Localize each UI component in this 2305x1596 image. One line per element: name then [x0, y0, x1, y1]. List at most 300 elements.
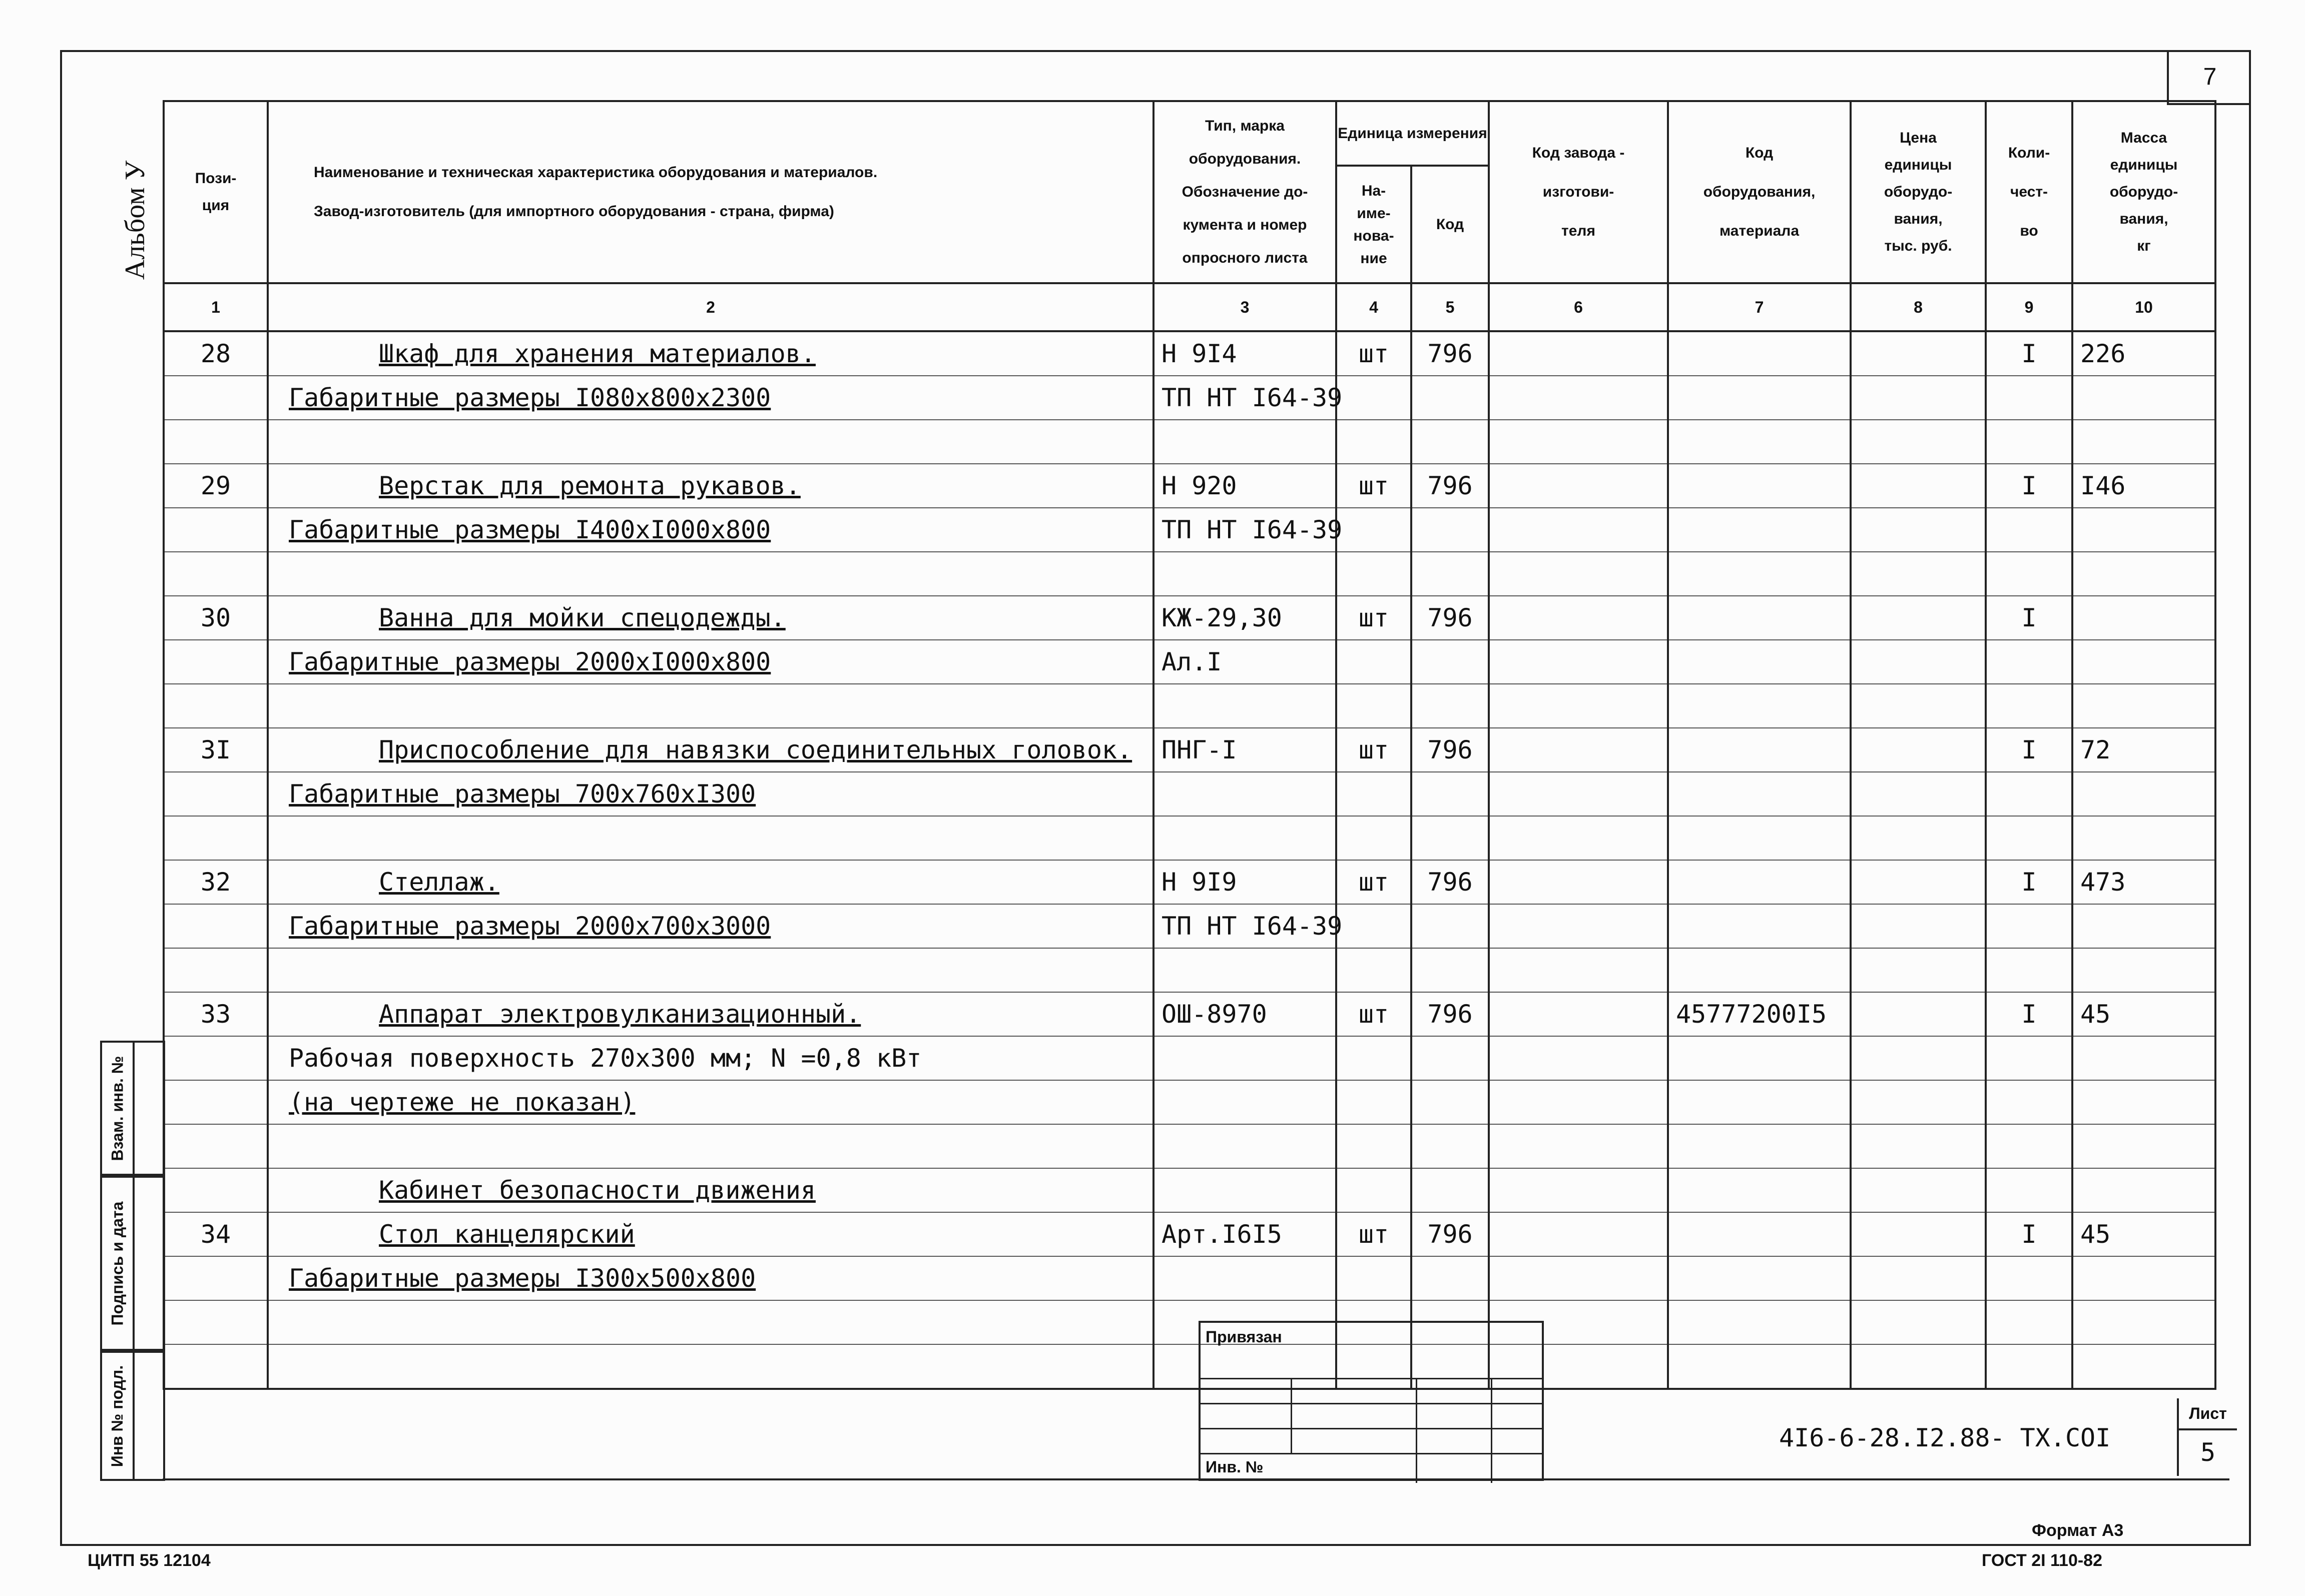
cell-mass	[2072, 948, 2215, 992]
cell-mass	[2072, 420, 2215, 464]
cell-factory-code	[1489, 684, 1668, 728]
header-line: теля	[1561, 223, 1595, 239]
cell-mass	[2072, 816, 2215, 860]
cell-position: 33	[164, 992, 268, 1036]
cell-mass	[2072, 1080, 2215, 1124]
cell-equipment-code	[1668, 331, 1851, 376]
cell-unit-name: шт	[1336, 331, 1411, 376]
cell-type: Н 9I4	[1154, 331, 1336, 376]
cell-mass: 45	[2072, 992, 2215, 1036]
column-number: 10	[2072, 283, 2215, 331]
cell-name: Аппарат электровулканизационный.	[268, 992, 1154, 1036]
stamp-linked-label: Привязан	[1206, 1328, 1282, 1346]
cell-price	[1851, 684, 1986, 728]
cell-equipment-code	[1668, 376, 1851, 420]
cell-factory-code	[1489, 420, 1668, 464]
stamp-inventory-label: Инв. №	[1206, 1458, 1264, 1476]
header-line: оборудо-	[2109, 184, 2178, 200]
cell-price	[1851, 508, 1986, 552]
table-row	[164, 860, 2215, 904]
cell-price	[1851, 904, 1986, 948]
table-row	[164, 420, 2215, 464]
cell-price	[1851, 1256, 1986, 1300]
table-row	[164, 1300, 2215, 1344]
cell-price	[1851, 1212, 1986, 1256]
cell-price	[1851, 552, 1986, 596]
cell-mass: 72	[2072, 728, 2215, 772]
cell-unit-code	[1411, 1256, 1489, 1300]
cell-name: Рабочая поверхность 270х300 мм; N =0,8 кВт	[268, 1036, 1154, 1080]
cell-mass: 226	[2072, 331, 2215, 376]
cell-unit-name	[1336, 552, 1411, 596]
header-line: кумента и номер	[1183, 217, 1307, 233]
header-line: ние	[1360, 250, 1387, 267]
sheet-box	[2177, 1398, 2237, 1476]
cell-position	[164, 948, 268, 992]
header-line: кг	[2137, 238, 2151, 254]
cell-unit-code: 796	[1411, 728, 1489, 772]
cell-unit-name	[1336, 1036, 1411, 1080]
cell-mass	[2072, 904, 2215, 948]
cell-unit-name	[1336, 420, 1411, 464]
cell-factory-code	[1489, 1168, 1668, 1212]
header-type	[1154, 101, 1336, 283]
cell-unit-name	[1336, 772, 1411, 816]
cell-mass	[2072, 640, 2215, 684]
cell-type: ТП НТ I64-39	[1154, 508, 1336, 552]
cell-price	[1851, 816, 1986, 860]
cell-position	[164, 376, 268, 420]
cell-unit-name: шт	[1336, 596, 1411, 640]
cell-position	[164, 1124, 268, 1168]
cell-type	[1154, 1036, 1336, 1080]
cell-unit-name	[1336, 1080, 1411, 1124]
cell-price	[1851, 464, 1986, 508]
cell-quantity: I	[1986, 860, 2072, 904]
table-row	[164, 772, 2215, 816]
cell-unit-code	[1411, 684, 1489, 728]
cell-mass	[2072, 1036, 2215, 1080]
cell-equipment-code	[1668, 860, 1851, 904]
cell-equipment-code	[1668, 508, 1851, 552]
cell-price	[1851, 992, 1986, 1036]
cell-factory-code	[1489, 860, 1668, 904]
table-row	[164, 1124, 2215, 1168]
cell-equipment-code	[1668, 816, 1851, 860]
cell-factory-code	[1489, 1036, 1668, 1080]
cell-quantity	[1986, 1168, 2072, 1212]
cell-unit-code	[1411, 1036, 1489, 1080]
header-position	[164, 101, 268, 283]
cell-unit-code	[1411, 904, 1489, 948]
cell-unit-code	[1411, 1168, 1489, 1212]
cell-type: КЖ-29,30	[1154, 596, 1336, 640]
cell-position: 30	[164, 596, 268, 640]
cell-type	[1154, 552, 1336, 596]
cell-factory-code	[1489, 464, 1668, 508]
column-number-row	[164, 283, 2215, 331]
table-row	[164, 464, 2215, 508]
cell-price	[1851, 1124, 1986, 1168]
cell-unit-code: 796	[1411, 992, 1489, 1036]
cell-name: Габаритные размеры 2000х700х3000	[268, 904, 1154, 948]
header-line: оборудования,	[1703, 184, 1816, 200]
cell-name	[268, 684, 1154, 728]
cell-type	[1154, 1124, 1336, 1168]
cell-equipment-code	[1668, 1168, 1851, 1212]
cell-unit-name	[1336, 376, 1411, 420]
cell-position	[164, 772, 268, 816]
cell-position	[164, 904, 268, 948]
table-row	[164, 376, 2215, 420]
header-unit: Единица измерения	[1336, 101, 1489, 166]
cell-factory-code	[1489, 948, 1668, 992]
cell-mass	[2072, 376, 2215, 420]
cell-unit-code: 796	[1411, 596, 1489, 640]
cell-type	[1154, 772, 1336, 816]
cell-unit-code	[1411, 1124, 1489, 1168]
header-line: единицы	[2110, 157, 2178, 173]
header-line: тыс. руб.	[1884, 238, 1952, 254]
cell-mass	[2072, 596, 2215, 640]
cell-equipment-code	[1668, 1036, 1851, 1080]
cell-position: 28	[164, 331, 268, 376]
header-mass	[2072, 101, 2215, 283]
header-line: име-	[1357, 205, 1391, 222]
column-number: 3	[1154, 283, 1336, 331]
cell-name	[268, 552, 1154, 596]
cell-quantity	[1986, 640, 2072, 684]
column-number: 8	[1851, 283, 1986, 331]
cell-unit-name	[1336, 684, 1411, 728]
cell-name: Габаритные размеры I400хI000х800	[268, 508, 1154, 552]
cell-equipment-code	[1668, 684, 1851, 728]
table-row	[164, 552, 2215, 596]
cell-quantity: I	[1986, 331, 2072, 376]
cell-position	[164, 1344, 268, 1389]
cell-factory-code	[1489, 640, 1668, 684]
cell-equipment-code	[1668, 1080, 1851, 1124]
cell-mass	[2072, 1300, 2215, 1344]
table-row	[164, 1080, 2215, 1124]
cell-position	[164, 1168, 268, 1212]
cell-unit-name	[1336, 1124, 1411, 1168]
cell-name: Габаритные размеры 700х760хI300	[268, 772, 1154, 816]
cell-equipment-code	[1668, 1300, 1851, 1344]
cell-quantity	[1986, 1124, 2072, 1168]
cell-equipment-code	[1668, 552, 1851, 596]
sheet-number: 5	[2200, 1437, 2216, 1467]
cell-name	[268, 1300, 1154, 1344]
header-line: На-	[1361, 182, 1386, 199]
table-row	[164, 640, 2215, 684]
header-line: Коли-	[2008, 145, 2050, 161]
cell-price	[1851, 1036, 1986, 1080]
header-line: вания,	[2119, 211, 2168, 227]
cell-type: ОШ-8970	[1154, 992, 1336, 1036]
cell-factory-code	[1489, 904, 1668, 948]
cell-position	[164, 1300, 268, 1344]
table-body	[164, 331, 2215, 1389]
cell-name: Шкаф для хранения материалов.	[268, 331, 1154, 376]
table-row	[164, 816, 2215, 860]
header-price	[1851, 101, 1986, 283]
cell-mass	[2072, 772, 2215, 816]
cell-unit-name: шт	[1336, 1212, 1411, 1256]
cell-equipment-code	[1668, 948, 1851, 992]
cell-quantity: I	[1986, 992, 2072, 1036]
cell-quantity	[1986, 772, 2072, 816]
cell-equipment-code	[1668, 420, 1851, 464]
header-line: Код	[1745, 145, 1774, 161]
header-line: единицы	[1884, 157, 1952, 173]
cell-name: Приспособление для навязки соединительных головок.	[268, 728, 1154, 772]
table-header	[164, 101, 2215, 331]
cell-name: (на чертеже не показан)	[268, 1080, 1154, 1124]
corner-sheet-number: 7	[2167, 50, 2251, 105]
cell-quantity: I	[1986, 728, 2072, 772]
header-equipment-code	[1668, 101, 1851, 283]
header-line: Цена	[1900, 130, 1937, 146]
cell-unit-code	[1411, 948, 1489, 992]
cell-unit-name: шт	[1336, 992, 1411, 1036]
cell-quantity	[1986, 684, 2072, 728]
table-row	[164, 1036, 2215, 1080]
cell-position: 3I	[164, 728, 268, 772]
table-row	[164, 1256, 2215, 1300]
header-line: Масса	[2120, 130, 2167, 146]
cell-name: Верстак для ремонта рукавов.	[268, 464, 1154, 508]
header-line: Завод-изготовитель (для импортного оборудования - страна, фирма)	[314, 203, 834, 220]
cell-unit-name	[1336, 816, 1411, 860]
cell-equipment-code	[1668, 464, 1851, 508]
column-number: 7	[1668, 283, 1851, 331]
cell-factory-code	[1489, 596, 1668, 640]
cell-equipment-code	[1668, 1124, 1851, 1168]
cell-unit-name	[1336, 640, 1411, 684]
cell-price	[1851, 1080, 1986, 1124]
cell-factory-code	[1489, 1212, 1668, 1256]
cell-position: 32	[164, 860, 268, 904]
cell-unit-name: шт	[1336, 728, 1411, 772]
header-line: изготови-	[1542, 184, 1614, 200]
cell-name	[268, 1344, 1154, 1389]
cell-factory-code	[1489, 552, 1668, 596]
cell-name: Габаритные размеры 2000хI000х800	[268, 640, 1154, 684]
header-line: вания,	[1894, 211, 1943, 227]
cell-type: Н 9I9	[1154, 860, 1336, 904]
cell-quantity: I	[1986, 464, 2072, 508]
cell-quantity	[1986, 376, 2072, 420]
cell-mass	[2072, 1124, 2215, 1168]
cell-name: Стеллаж.	[268, 860, 1154, 904]
cell-mass: 473	[2072, 860, 2215, 904]
cell-quantity	[1986, 1256, 2072, 1300]
cell-price	[1851, 728, 1986, 772]
cell-unit-name	[1336, 904, 1411, 948]
cell-unit-code: 796	[1411, 1212, 1489, 1256]
cell-quantity	[1986, 552, 2072, 596]
cell-unit-code	[1411, 376, 1489, 420]
cell-position	[164, 816, 268, 860]
side-stamp-inventory: Инв № подл.	[100, 1351, 165, 1481]
table-row	[164, 728, 2215, 772]
column-number: 2	[268, 283, 1154, 331]
header-line: чест-	[2010, 184, 2048, 200]
table-row	[164, 331, 2215, 376]
cell-position	[164, 640, 268, 684]
cell-factory-code	[1489, 772, 1668, 816]
cell-price	[1851, 948, 1986, 992]
header-line: опросного листа	[1182, 250, 1308, 266]
cell-name: Кабинет безопасности движения	[268, 1168, 1154, 1212]
specification-table	[163, 100, 2216, 1390]
cell-type	[1154, 1080, 1336, 1124]
cell-mass	[2072, 684, 2215, 728]
cell-type	[1154, 1168, 1336, 1212]
cell-unit-code	[1411, 508, 1489, 552]
header-quantity	[1986, 101, 2072, 283]
cell-type: Н 920	[1154, 464, 1336, 508]
cell-equipment-code: 45777200I5	[1668, 992, 1851, 1036]
cell-unit-code	[1411, 816, 1489, 860]
cell-type	[1154, 420, 1336, 464]
cell-price	[1851, 331, 1986, 376]
header-line: ция	[202, 197, 230, 214]
cell-equipment-code	[1668, 640, 1851, 684]
cell-unit-code: 796	[1411, 331, 1489, 376]
cell-name: Ванна для мойки спецодежды.	[268, 596, 1154, 640]
cell-quantity: I	[1986, 1212, 2072, 1256]
header-line: нова-	[1353, 227, 1394, 244]
cell-price	[1851, 860, 1986, 904]
header-line: Пози-	[195, 170, 237, 187]
gost-reference: ГОСТ 2I 110-82	[1982, 1551, 2102, 1570]
cell-name: Габаритные размеры I080х800х2300	[268, 376, 1154, 420]
cell-unit-name: шт	[1336, 860, 1411, 904]
cell-factory-code	[1489, 992, 1668, 1036]
cell-quantity	[1986, 1300, 2072, 1344]
header-line: оборудо-	[1884, 184, 1953, 200]
cell-quantity	[1986, 1036, 2072, 1080]
sheet-label: Лист	[2179, 1398, 2237, 1430]
cintp-stamp: ЦИТП 55 12104	[88, 1551, 211, 1570]
paper-format: Формат А3	[2032, 1521, 2124, 1540]
cell-name	[268, 816, 1154, 860]
cell-type	[1154, 684, 1336, 728]
header-factory-code	[1489, 101, 1668, 283]
cell-equipment-code	[1668, 728, 1851, 772]
album-label: Альбом У	[120, 160, 151, 280]
table-row	[164, 1212, 2215, 1256]
cell-price	[1851, 1300, 1986, 1344]
table-row	[164, 596, 2215, 640]
table-row	[164, 948, 2215, 992]
cell-unit-code	[1411, 772, 1489, 816]
column-number: 4	[1336, 283, 1411, 331]
cell-position	[164, 508, 268, 552]
cell-equipment-code	[1668, 1256, 1851, 1300]
cell-unit-name	[1336, 1168, 1411, 1212]
cell-position	[164, 1080, 268, 1124]
cell-name: Габаритные размеры I300х500х800	[268, 1256, 1154, 1300]
cell-unit-name: шт	[1336, 464, 1411, 508]
cell-unit-name	[1336, 948, 1411, 992]
column-number: 1	[164, 283, 268, 331]
cell-name: Стол канцелярский	[268, 1212, 1154, 1256]
cell-type	[1154, 1256, 1336, 1300]
cell-equipment-code	[1668, 596, 1851, 640]
cell-unit-code: 796	[1411, 464, 1489, 508]
cell-position: 34	[164, 1212, 268, 1256]
header-line: Тип, марка	[1205, 118, 1285, 134]
table-row	[164, 904, 2215, 948]
linking-stamp	[1199, 1321, 1544, 1481]
cell-equipment-code	[1668, 772, 1851, 816]
cell-unit-code	[1411, 552, 1489, 596]
cell-price	[1851, 1168, 1986, 1212]
cell-type: ТП НТ I64-39	[1154, 376, 1336, 420]
cell-price	[1851, 596, 1986, 640]
cell-position: 29	[164, 464, 268, 508]
header-unit-code: Код	[1411, 166, 1489, 283]
cell-price	[1851, 1344, 1986, 1389]
cell-quantity	[1986, 904, 2072, 948]
cell-quantity	[1986, 816, 2072, 860]
table-row	[164, 508, 2215, 552]
bottom-line	[163, 1478, 2229, 1480]
cell-quantity	[1986, 948, 2072, 992]
cell-type: ТП НТ I64-39	[1154, 904, 1336, 948]
document-code: 4I6-6-28.I2.88- ТХ.СОI	[1779, 1423, 2111, 1452]
cell-type: Ал.I	[1154, 640, 1336, 684]
cell-position	[164, 420, 268, 464]
cell-price	[1851, 640, 1986, 684]
cell-quantity	[1986, 508, 2072, 552]
cell-mass: 45	[2072, 1212, 2215, 1256]
header-line: оборудования.	[1189, 151, 1301, 167]
column-number: 5	[1411, 283, 1489, 331]
cell-price	[1851, 420, 1986, 464]
side-stamp-signature: Подпись и дата	[100, 1176, 165, 1351]
column-number: 9	[1986, 283, 2072, 331]
cell-factory-code	[1489, 508, 1668, 552]
cell-unit-code	[1411, 640, 1489, 684]
table-row	[164, 684, 2215, 728]
cell-quantity	[1986, 420, 2072, 464]
cell-position	[164, 684, 268, 728]
cell-price	[1851, 376, 1986, 420]
cell-type: ПНГ-I	[1154, 728, 1336, 772]
cell-quantity	[1986, 1080, 2072, 1124]
cell-mass	[2072, 508, 2215, 552]
cell-price	[1851, 772, 1986, 816]
cell-quantity: I	[1986, 596, 2072, 640]
cell-mass	[2072, 1256, 2215, 1300]
header-line: во	[2020, 223, 2038, 239]
header-unit-name	[1336, 166, 1411, 283]
header-row-1	[164, 101, 2215, 166]
cell-mass	[2072, 1168, 2215, 1212]
cell-factory-code	[1489, 1256, 1668, 1300]
cell-equipment-code	[1668, 1344, 1851, 1389]
header-name	[268, 101, 1154, 283]
cell-factory-code	[1489, 331, 1668, 376]
header-line: Код завода -	[1532, 145, 1625, 161]
cell-type	[1154, 948, 1336, 992]
cell-unit-name	[1336, 1256, 1411, 1300]
cell-unit-name	[1336, 508, 1411, 552]
